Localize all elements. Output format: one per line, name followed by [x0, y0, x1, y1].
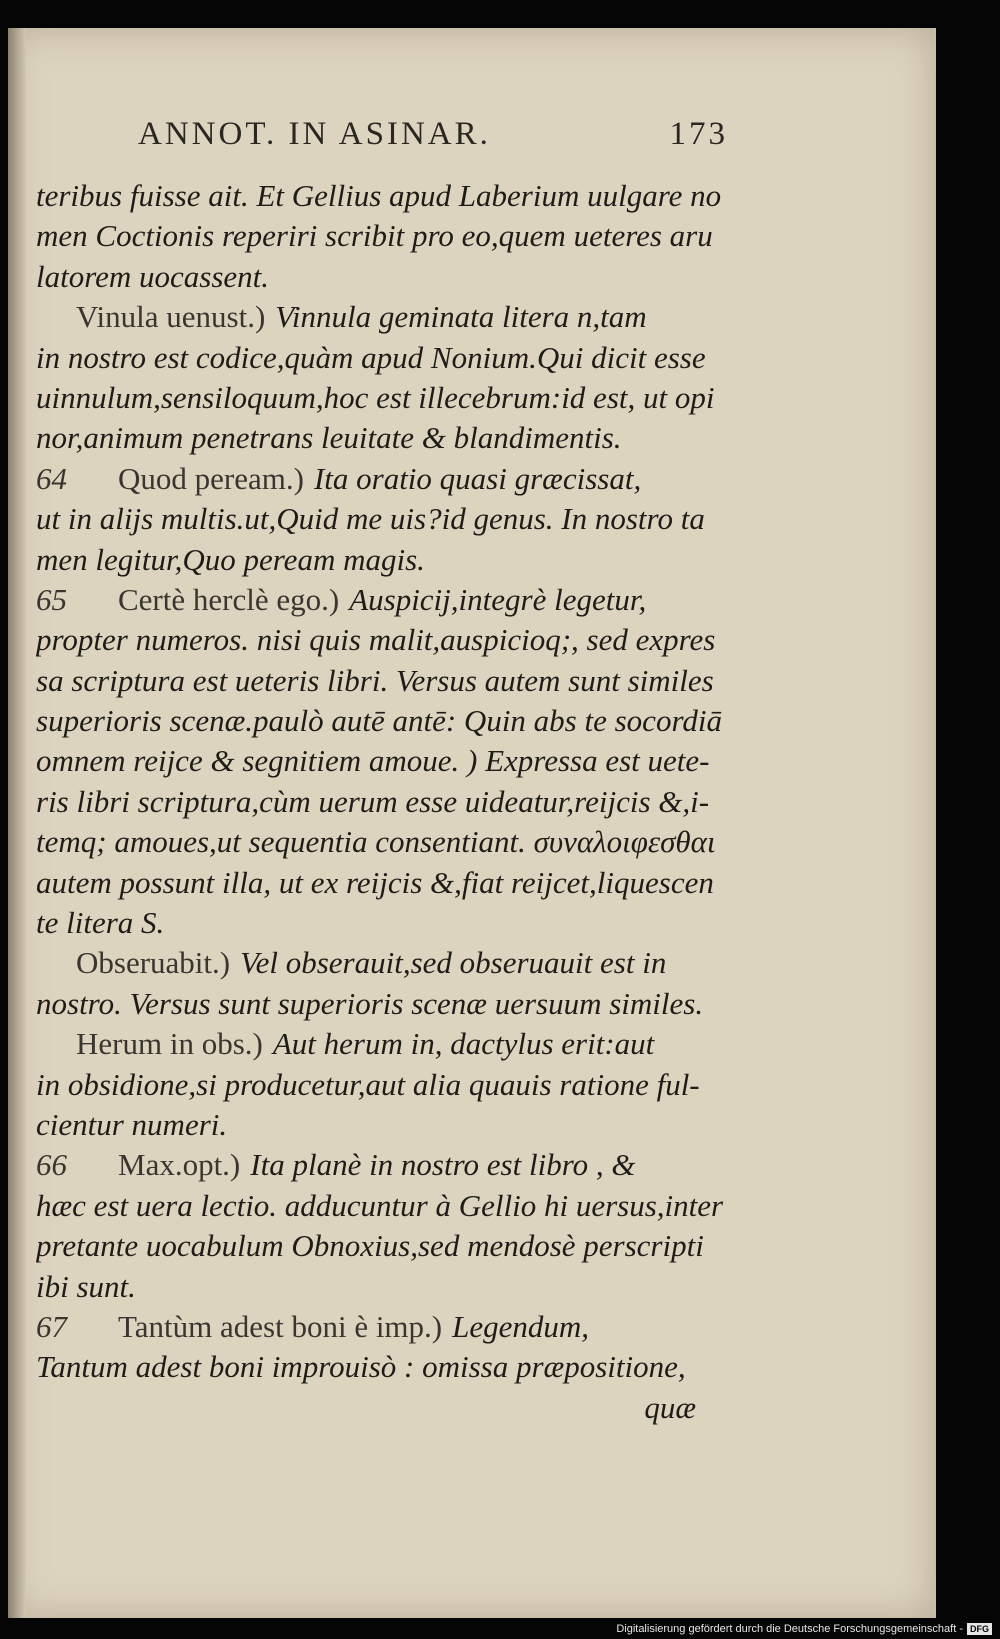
line-text: teribus fuisse ait. Et Gellius apud Laberium uulgare no	[36, 178, 722, 213]
text-line	[36, 661, 736, 701]
commentary-text	[36, 176, 736, 1428]
text-line	[36, 1226, 736, 1266]
line-text: ris libri scriptura,cùm uerum esse uideatur,reijcis &,i-	[36, 783, 710, 819]
text-line	[36, 984, 736, 1024]
line-text: cientur numeri.	[36, 1106, 228, 1142]
text-line	[36, 540, 736, 580]
line-text: propter numeros. nisi quis malit,auspicioq;, sed expres	[36, 622, 716, 658]
lemma: Obseruabit.)	[76, 945, 231, 981]
text-line	[36, 580, 736, 620]
footer-credit: Digitalisierung gefördert durch die Deutsche Forschungsgemeinschaft -	[616, 1623, 963, 1635]
text-line	[36, 701, 736, 741]
catchword: quæ	[644, 1389, 696, 1425]
text-line	[36, 1267, 736, 1307]
note-number: 64	[36, 460, 67, 496]
lemma: Tantùm adest boni è imp.)	[118, 1308, 443, 1344]
page-number: 173	[669, 116, 728, 152]
text-line	[36, 176, 736, 216]
text-line	[36, 822, 736, 862]
text-line	[36, 1186, 736, 1226]
line-text: Legendum,	[452, 1308, 590, 1344]
line-text: Ita planè in nostro est libro , &	[250, 1147, 636, 1183]
text-line	[36, 1105, 736, 1145]
line-text: sa scriptura est ueteris libri. Versus autem sunt similes	[36, 662, 714, 698]
running-header	[138, 116, 728, 153]
text-line	[36, 1065, 736, 1105]
line-text: men legitur,Quo peream magis.	[36, 541, 425, 577]
line-text: ut in alijs multis.ut,Quid me uis?id genus. In nostro ta	[36, 501, 705, 537]
digitization-footer	[616, 1623, 992, 1635]
line-text: ibi sunt.	[36, 1268, 136, 1304]
text-line	[36, 1024, 736, 1064]
text-line	[36, 459, 736, 499]
text-line	[36, 741, 736, 781]
line-text: temq; amoues,ut sequentia consentiant. συναλοιφεσθαι	[36, 824, 716, 860]
text-line	[36, 863, 736, 903]
text-line	[36, 297, 736, 337]
note-number: 66	[36, 1147, 67, 1183]
line-text: Vel obserauit,sed obseruauit est in	[240, 945, 667, 981]
book-page	[8, 28, 936, 1618]
line-text: in obsidione,si producetur,aut alia quauis ratione ful-	[36, 1066, 700, 1102]
text-line	[36, 782, 736, 822]
text-line	[36, 338, 736, 378]
line-text: Ita oratio quasi græcissat,	[313, 460, 642, 496]
line-text: Vinnula geminata litera n,tam	[275, 299, 647, 335]
note-number: 65	[36, 581, 67, 617]
text-line	[36, 903, 736, 943]
line-text: te litera S.	[36, 905, 165, 941]
lemma: Herum in obs.)	[76, 1026, 263, 1062]
line-text: pretante uocabulum Obnoxius,sed mendosè perscripti	[36, 1228, 704, 1264]
text-line	[36, 620, 736, 660]
line-text: nostro. Versus sunt superioris scenæ uersuum similes.	[36, 985, 704, 1021]
line-text: uinnulum,sensiloquum,hoc est illecebrum:id est, ut opi	[36, 379, 715, 415]
text-line	[36, 499, 736, 539]
line-text: Tantum adest boni improuisò : omissa præpositione,	[36, 1349, 686, 1385]
text-line	[36, 378, 736, 418]
line-text: Auspicij,integrè legetur,	[349, 581, 647, 617]
lemma: Quod peream.)	[118, 460, 304, 496]
line-text: omnem reijce & segnitiem amoue. ) Expressa est uete-	[36, 743, 710, 779]
lemma: Vinula uenust.)	[76, 299, 266, 335]
line-text: in nostro est codice,quàm apud Nonium.Qui dicit esse	[36, 339, 706, 375]
text-line	[36, 1145, 736, 1185]
line-text: Aut herum in, dactylus erit:aut	[272, 1026, 655, 1062]
text-line	[36, 1347, 736, 1387]
text-line	[36, 257, 736, 297]
line-text: nor,animum penetrans leuitate & blandimentis.	[36, 420, 622, 456]
text-line	[36, 418, 736, 458]
text-line	[36, 943, 736, 983]
line-text: superioris scenæ.paulò autē antē: Quin abs te socordiā	[36, 703, 722, 739]
note-number: 67	[36, 1308, 67, 1344]
line-text: hæc est uera lectio. adducuntur à Gellio hi uersus,inter	[36, 1187, 724, 1223]
running-title: ANNOT. IN ASINAR.	[138, 116, 491, 152]
text-line	[36, 216, 736, 256]
line-text: latorem uocassent.	[36, 258, 270, 294]
page-gutter-shadow	[8, 28, 26, 1618]
lemma: Max.opt.)	[118, 1147, 241, 1183]
line-text: autem possunt illa, ut ex reijcis &,fiat reijcet,liquescen	[36, 864, 714, 900]
dfg-logo: DFG	[967, 1623, 992, 1635]
text-line	[36, 1307, 736, 1347]
lemma: Certè herclè ego.)	[118, 581, 340, 617]
line-text: men Coctionis reperiri scribit pro eo,quem ueteres aru	[36, 218, 713, 254]
